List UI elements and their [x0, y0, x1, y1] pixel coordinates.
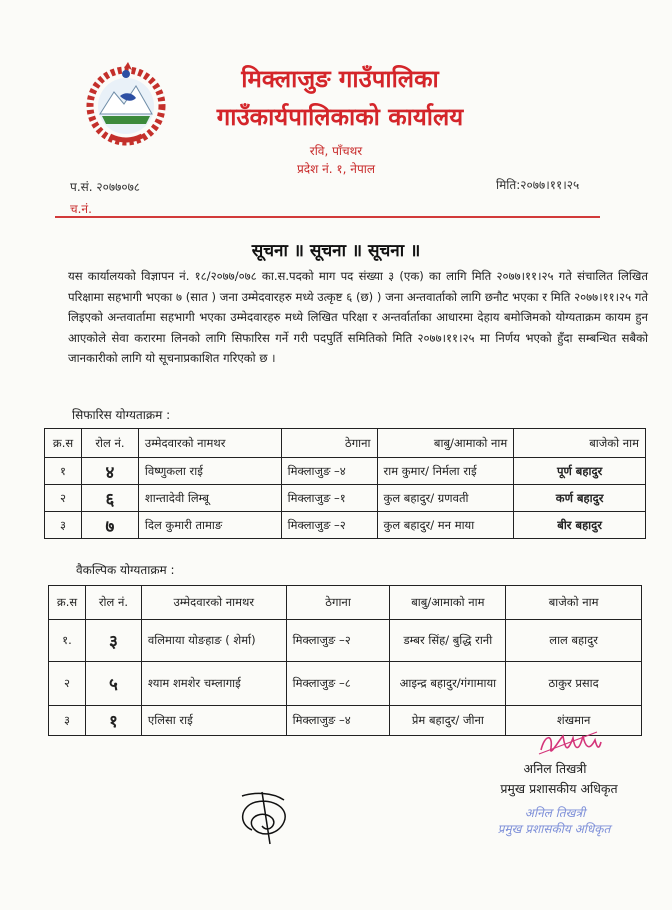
header-roll: रोल नं.	[81, 429, 138, 458]
handwritten-signature-icon	[232, 790, 302, 846]
cell-roll: १	[85, 706, 141, 736]
dispatch-number: च.नं.	[70, 202, 92, 216]
nepal-emblem-icon	[80, 58, 172, 150]
stamp-title: प्रमुख प्रशासकीय अधिकृत	[497, 822, 611, 836]
cell-sn: २	[45, 485, 82, 512]
table-row	[49, 662, 642, 706]
header-sn: क्र.स	[45, 429, 82, 458]
cell-sn: १.	[49, 620, 86, 662]
cell-sn: ३	[45, 512, 82, 539]
cell-parents: आइन्द्र बहादुर/गंगामाया	[390, 662, 506, 706]
cell-sn: ३	[49, 706, 86, 736]
header-grandfather: बाजेको नाम	[514, 429, 646, 458]
cell-roll: ५	[85, 662, 141, 706]
header-address: ठेगाना	[281, 429, 377, 458]
cell-parents: डम्बर सिंह/ बुद्धि रानी	[390, 620, 506, 662]
office-subname: गाउँकार्यपालिकाको कार्यालय	[216, 103, 464, 131]
signatory-title: प्रमुख प्रशासकीय अधिकृत	[500, 781, 618, 796]
cell-parents: कुल बहादुर/ मन माया	[377, 512, 514, 539]
stamp-name: अनिल तिखत्री	[524, 806, 586, 820]
cell-sn: २	[49, 662, 86, 706]
cell-name: वलिमाया योङहाङ ( शेर्मा)	[141, 620, 286, 662]
header-grandfather: बाजेको नाम	[506, 586, 642, 620]
table-row	[45, 458, 646, 485]
header-name: उम्मेदवारको नामथर	[138, 429, 281, 458]
notice-heading: सूचना ॥ सूचना ॥ सूचना ॥	[251, 241, 421, 261]
cell-parents: राम कुमार/ निर्मला राई	[377, 458, 514, 485]
header-parents: बाबु/आमाको नाम	[377, 429, 514, 458]
signatory-name: अनिल तिखत्री	[523, 761, 587, 776]
cell-roll: ४	[81, 458, 138, 485]
cell-roll: ६	[81, 485, 138, 512]
cell-grandfather: कर्ण बहादुर	[514, 485, 646, 512]
cell-name: एलिसा राई	[141, 706, 286, 736]
cell-grandfather: लाल बहादुर	[506, 620, 642, 662]
cell-roll: ३	[85, 620, 141, 662]
cell-address: मिक्लाजुङ –१	[281, 485, 377, 512]
cell-grandfather: पूर्ण बहादुर	[514, 458, 646, 485]
notice-date: मिति:२०७७।११।२५	[496, 178, 580, 192]
cell-name: विष्णुकला राई	[138, 458, 281, 485]
table-row	[45, 512, 646, 539]
cell-parents: कुल बहादुर/ ग्रणवती	[377, 485, 514, 512]
header-name: उम्मेदवारको नामथर	[141, 586, 286, 620]
cell-roll: ७	[81, 512, 138, 539]
address-line-2: प्रदेश नं. १, नेपाल	[296, 162, 376, 176]
header-address: ठेगाना	[286, 586, 390, 620]
cell-grandfather: बीर बहादुर	[514, 512, 646, 539]
cell-name: शान्तादेवी लिम्बू	[138, 485, 281, 512]
table-header-row	[45, 429, 646, 458]
header-parents: बाबु/आमाको नाम	[390, 586, 506, 620]
recommended-table	[44, 428, 646, 539]
cell-address: मिक्लाजुङ –४	[286, 706, 390, 736]
cell-address: मिक्लाजुङ –२	[281, 512, 377, 539]
alternative-label: वैकल्पिक योग्यताक्रम :	[76, 563, 175, 577]
table-header-row	[49, 586, 642, 620]
header-roll: रोल नं.	[85, 586, 141, 620]
office-name: मिक्लाजुङ गाउँपालिका	[241, 65, 439, 93]
cell-parents: प्रेम बहादुर/ जीना	[390, 706, 506, 736]
cell-grandfather: ठाकुर प्रसाद	[506, 662, 642, 706]
cell-address: मिक्लाजुङ –८	[286, 662, 390, 706]
recommended-label: सिफारिस योग्यताक्रम :	[72, 408, 171, 422]
cell-address: मिक्लाजुङ –४	[281, 458, 377, 485]
header-sn: क्र.स	[49, 586, 86, 620]
alternative-table	[48, 585, 642, 736]
address-line-1: रवि, पाँचथर	[309, 144, 363, 158]
cell-name: दिल कुमारी तामाङ	[138, 512, 281, 539]
cell-grandfather: शंखमान	[506, 706, 642, 736]
reference-number: प.सं. २०७७०७८	[70, 180, 141, 194]
cell-sn: १	[45, 458, 82, 485]
cell-address: मिक्लाजुङ –२	[286, 620, 390, 662]
table-row	[49, 620, 642, 662]
notice-body: यस कार्यालयको विज्ञापन नं. १८/२०७७/०७८ का.स.पदको माग पद संख्या ३ (एक) का लागि मिति २०७७।११।२५ गते संचालित लिखित परिक्षामा सहभागी भएका ७ (सात ) जना उम्मेदवारहरु मध्ये उत्कृष्ट ६ (छ) ) जना अन्तवार्ताको लागि छनौट भएका र मिति २०७७।११।२५ गते लिइएको अन्तवार्तामा सहभागी भएका उम्मेदवारहरु मध्ये लिखित परिक्षा र अन्तर्वार्ताका आधारमा देहाय बमोजिमको योग्यताक्रम कायम हुन आएकोले सेवा करारमा लिनको लागि सिफारिस गर्ने गरी पदपुर्ति समितिको मिति २०७७।११।२५ मा निर्णय भएको हुँदा सम्बन्धित सबैको जानकारीको लागि यो सूचनाप्रकाशित गरिएको छ ।	[68, 269, 648, 365]
cell-name: श्याम शमशेर चम्लागाई	[141, 662, 286, 706]
header-divider	[55, 216, 600, 218]
signature-scribble-icon	[535, 728, 605, 762]
table-row	[45, 485, 646, 512]
